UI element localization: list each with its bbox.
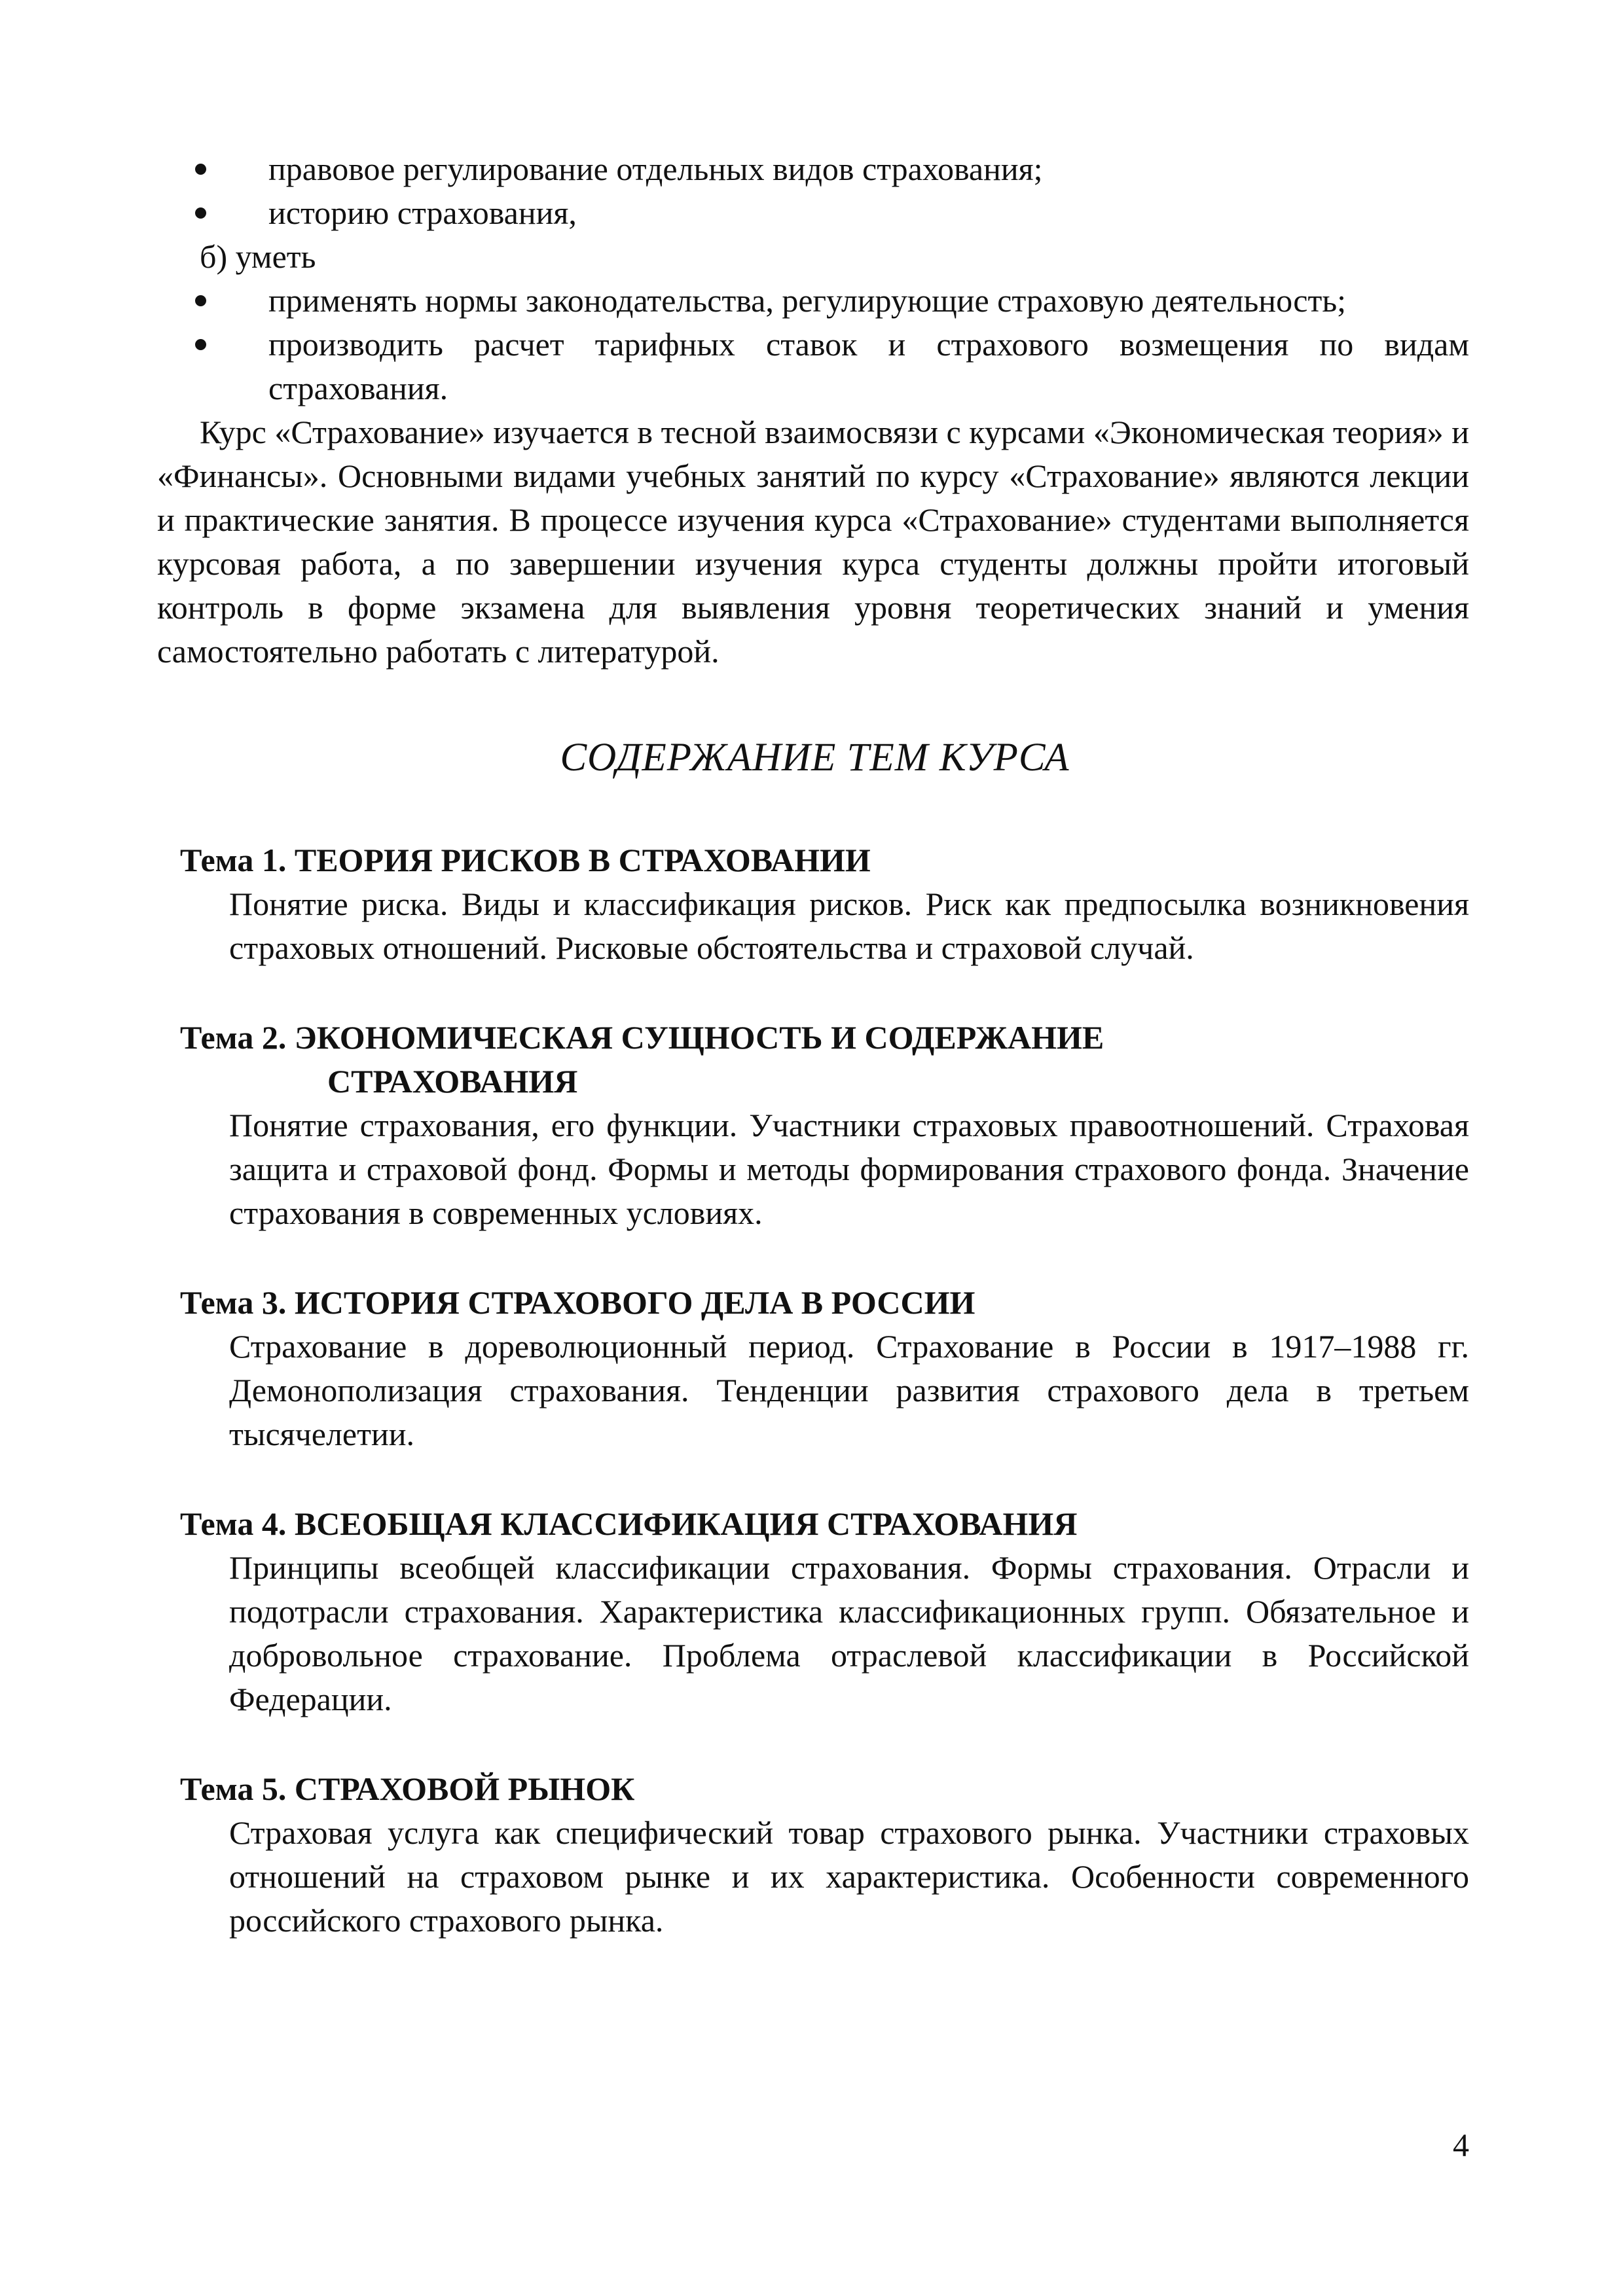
page-number: 4 bbox=[1453, 2126, 1469, 2163]
bullet-item: правовое регулирование отдельных видов страхования; bbox=[157, 147, 1469, 191]
topic-title: Тема 3. ИСТОРИЯ СТРАХОВОГО ДЕЛА В РОССИИ bbox=[180, 1284, 976, 1321]
topic-title-line: Тема 2. ЭКОНОМИЧЕСКАЯ СУЩНОСТЬ И СОДЕРЖАНИЕ bbox=[180, 1019, 1104, 1056]
topic-title: Тема 5. СТРАХОВОЙ РЫНОК bbox=[180, 1770, 635, 1807]
bullet-item: применять нормы законодательства, регулирующие страховую деятельность; bbox=[157, 279, 1469, 323]
topic-3 bbox=[157, 1281, 1469, 1456]
topic-body: Понятие страхования, его функции. Участники страховых правоотношений. Страховая защита и страховой фонд. Формы и методы формирования страхового фонда. Значение страхования в современных условиях. bbox=[229, 1107, 1469, 1231]
topic-body: Принципы всеобщей классификации страхования. Формы страхования. Отрасли и подотрасли страхования. Характеристика классификационных групп. Обязательное и добровольное страхование. Проблема отраслевой классификации в Российской Федерации. bbox=[229, 1549, 1469, 1717]
topic-title bbox=[157, 1016, 1469, 1103]
bullet-item: производить расчет тарифных ставок и страхового возмещения по видам страхования. bbox=[157, 323, 1469, 410]
section-heading: СОДЕРЖАНИЕ ТЕМ КУРСА bbox=[560, 736, 1070, 780]
topic-5 bbox=[157, 1767, 1469, 1943]
sub-label: б) уметь bbox=[200, 238, 316, 275]
topic-2 bbox=[157, 1016, 1469, 1235]
topic-title: Тема 1. ТЕОРИЯ РИСКОВ В СТРАХОВАНИИ bbox=[180, 842, 871, 878]
topic-1 bbox=[157, 838, 1469, 970]
topic-body: Страхование в дореволюционный период. Страхование в России в 1917–1988 гг. Демонополизация страхования. Тенденции развития страхового дела в третьем тысячелетии. bbox=[229, 1328, 1469, 1452]
topic-title-continuation: СТРАХОВАНИЯ bbox=[327, 1063, 578, 1100]
topic-body: Понятие риска. Виды и классификация рисков. Риск как предпосылка возникновения страховых отношений. Рисковые обстоятельства и страховой случай. bbox=[229, 886, 1469, 966]
bullet-item: историю страхования, bbox=[157, 191, 1469, 235]
topic-body: Страховая услуга как специфический товар страхового рынка. Участники страховых отношений на страховом рынке и их характеристика. Особенности современного российского страхового рынка. bbox=[229, 1814, 1469, 1939]
topic-4 bbox=[157, 1502, 1469, 1721]
intro-paragraph: Курс «Страхование» изучается в тесной взаимосвязи с курсами «Экономическая теория» и «Финансы». Основными видами учебных занятий по курсу «Страхование» являются лекции и практические занятия. В процессе изучения курса «Страхование» студентами выполняется курсовая работа, а по завершении изучения курса студенты должны пройти итоговый контроль в форме экзамена для выявления уровня теоретических знаний и умения самостоятельно работать с литературой. bbox=[157, 414, 1469, 670]
topic-title: Тема 4. ВСЕОБЩАЯ КЛАССИФИКАЦИЯ СТРАХОВАНИЯ bbox=[180, 1505, 1078, 1542]
